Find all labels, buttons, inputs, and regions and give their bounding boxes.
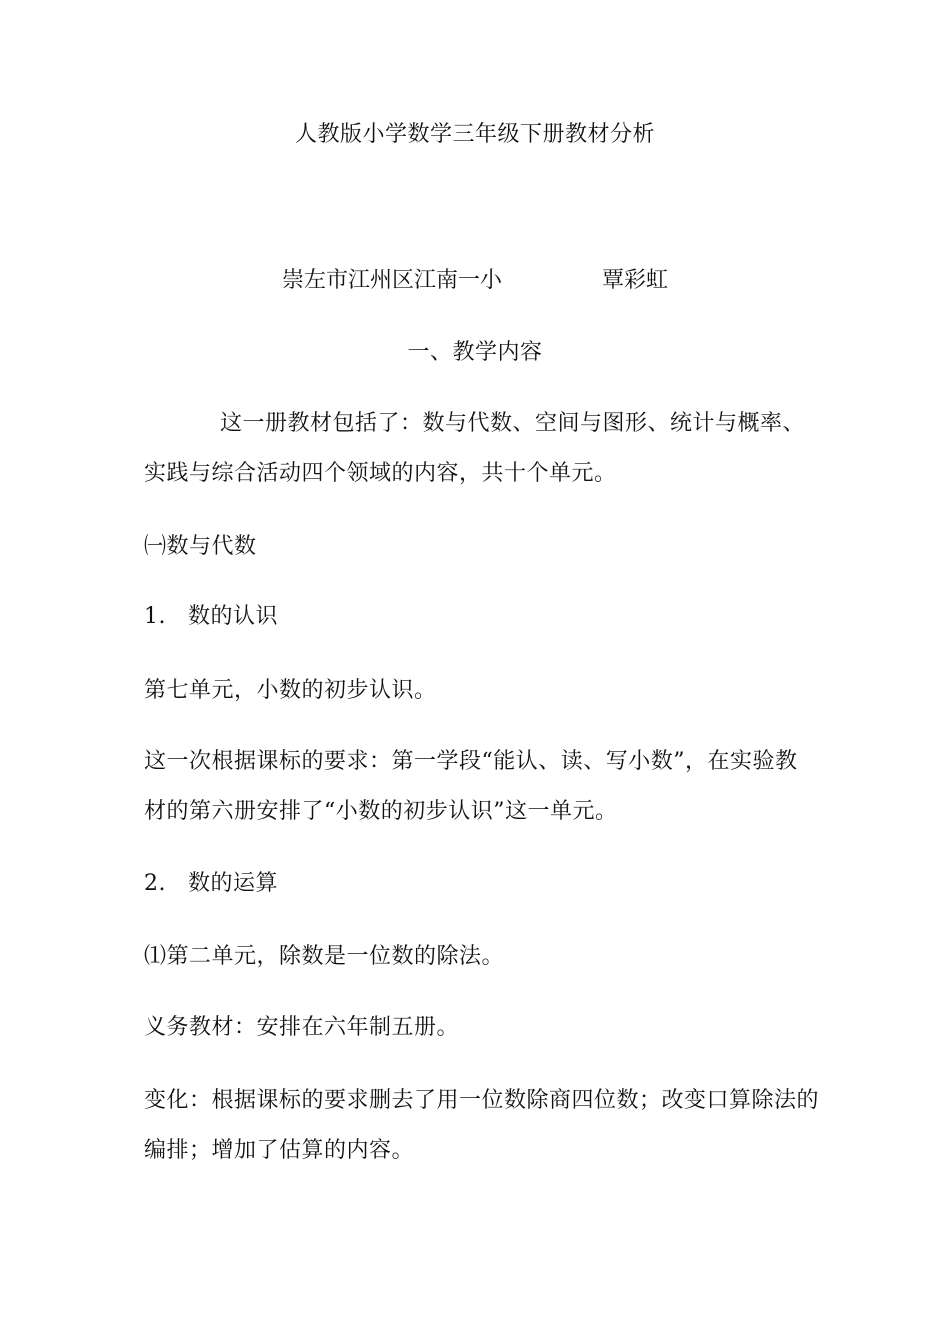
item-2-heading <box>144 869 278 899</box>
author-school: 崇左市江州区江南一小 <box>281 268 502 293</box>
item-2-label: 数的运算 <box>188 871 279 896</box>
document-title: 人教版小学数学三年级下册教材分析 <box>294 122 655 147</box>
intro-line-1: 这一册教材包括了：数与代数、空间与图形、统计与概率、 <box>220 411 806 436</box>
changes-line-2: 编排；增加了估算的内容。 <box>144 1138 415 1163</box>
unit-7-line: 第七单元，小数的初步认识。 <box>144 678 437 703</box>
author-name: 覃彩虹 <box>602 268 669 293</box>
decimals-para-line-1: 这一次根据课标的要求：第一学段“能认、读、写小数”，在实验教 <box>144 749 798 774</box>
decimals-para-line-2: 材的第六册安排了“小数的初步认识”这一单元。 <box>144 799 618 824</box>
changes-line-1: 变化：根据课标的要求删去了用一位数除商四位数；改变口算除法的 <box>144 1088 820 1113</box>
author-line <box>0 266 950 296</box>
item-1-label: 数的认识 <box>188 604 279 629</box>
unit-2-line: ⑴第二单元，除数是一位数的除法。 <box>144 944 505 969</box>
section-heading: 一、教学内容 <box>407 340 543 365</box>
item-1-number: 1. <box>144 604 166 629</box>
item-2-number: 2. <box>144 871 166 896</box>
item-1-heading <box>144 602 278 632</box>
part-heading: ㈠数与代数 <box>144 534 257 559</box>
intro-line-2: 实践与综合活动四个领域的内容，共十个单元。 <box>144 461 617 486</box>
compulsory-line: 义务教材：安排在六年制五册。 <box>144 1015 460 1040</box>
